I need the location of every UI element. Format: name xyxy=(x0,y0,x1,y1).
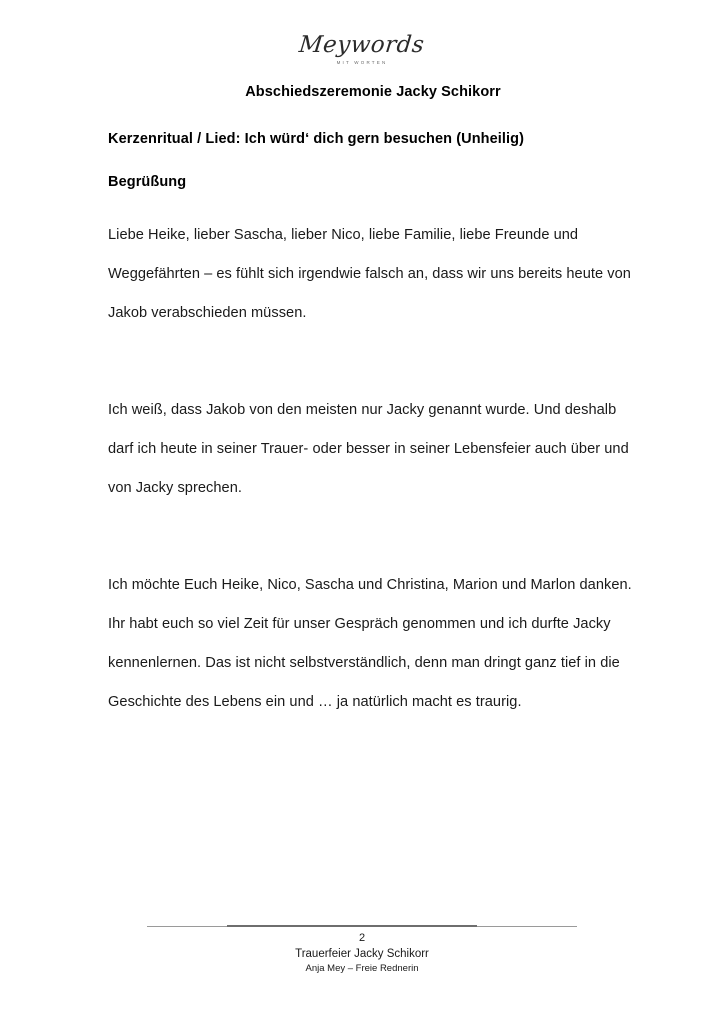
document-subtitle: Kerzenritual / Lied: Ich würd‘ dich gern besuchen (Unheilig) xyxy=(108,131,525,147)
brand-logo xyxy=(0,34,724,65)
footer-divider xyxy=(147,926,577,927)
spacer xyxy=(108,333,638,391)
page-title: Abschiedszeremonie Jacky Schikorr xyxy=(245,84,501,100)
logo-tagline: MIT WORTEN xyxy=(336,60,388,65)
spacer xyxy=(108,147,638,174)
page-footer xyxy=(0,926,724,976)
paragraph: Ich weiß, dass Jakob von den meisten nur Jacky genannt wurde. Und deshalb darf ich heute in seiner Trauer- oder besser in seiner Lebensfeier auch über und von Jacky sprechen. xyxy=(108,402,629,496)
section-heading-begruessung: Begrüßung xyxy=(108,174,187,190)
paragraph: Ich möchte Euch Heike, Nico, Sascha und Christina, Marion und Marlon danken. Ihr habt euch so viel Zeit für unser Gespräch genommen und ich durfte Jacky kennenlernen. Das ist nicht selbstverständlich, denn man dringt ganz tief in die Geschichte des Lebens ein und … ja natürlich macht es traurig. xyxy=(108,577,632,710)
logo-wordmark: Meywords xyxy=(298,32,427,58)
footer-event-title: Trauerfeier Jacky Schikorr xyxy=(295,948,429,960)
paragraph: Liebe Heike, lieber Sascha, lieber Nico, liebe Familie, liebe Freunde und Weggefährten – es fühlt sich irgendwie falsch an, dass wir uns bereits heute von Jakob verabschieden müssen. xyxy=(108,227,631,321)
spacer xyxy=(108,508,638,566)
spacer xyxy=(108,190,638,216)
page-number: 2 xyxy=(358,932,366,944)
document-body xyxy=(108,80,638,722)
spacer xyxy=(108,100,638,131)
footer-author: Anja Mey – Freie Rednerin xyxy=(305,963,419,974)
